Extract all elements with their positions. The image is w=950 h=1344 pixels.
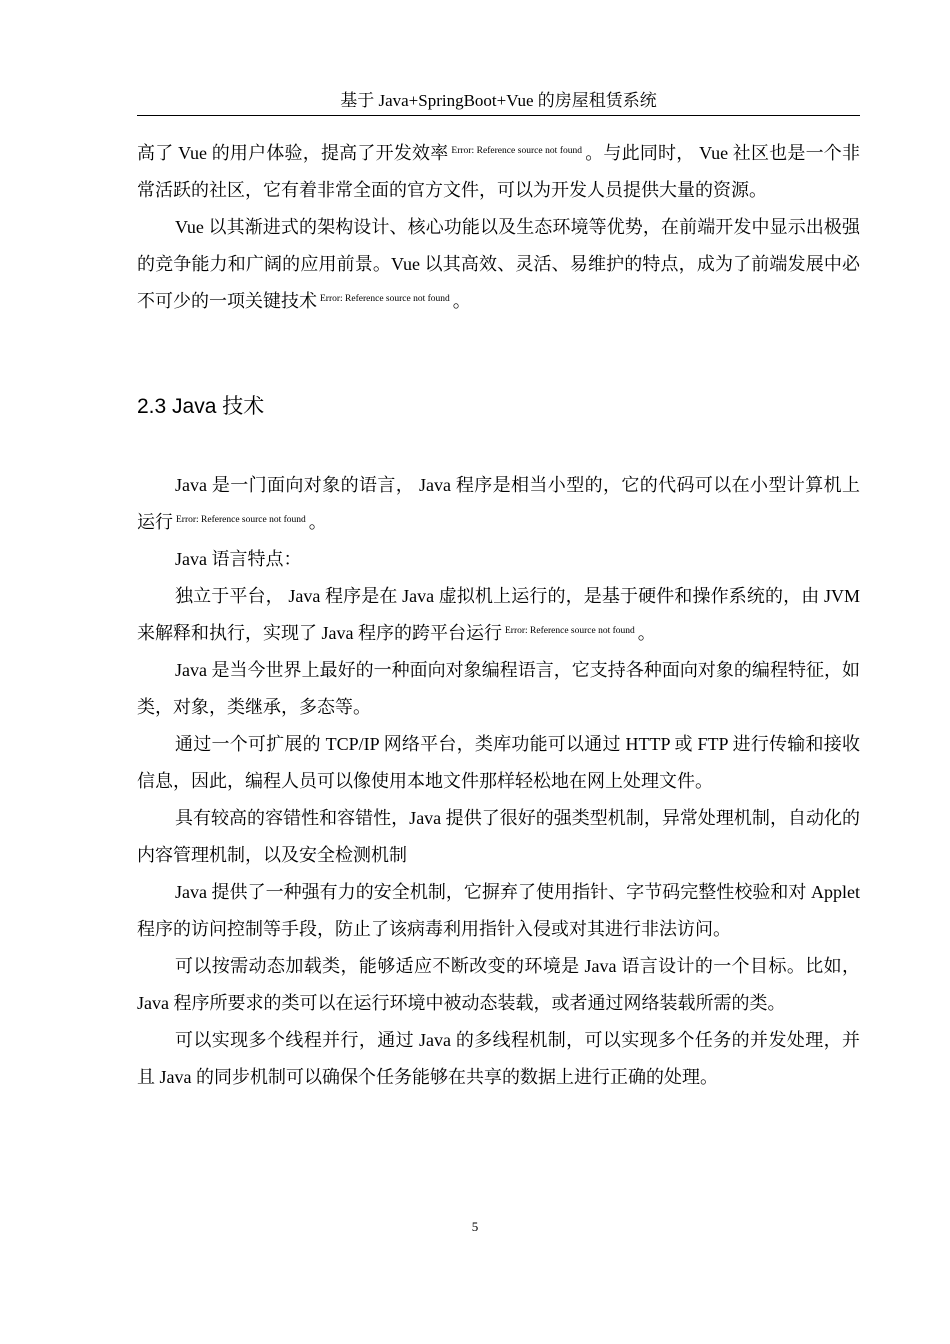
paragraph-text: 独立于平台， Java 程序是在 Java 虚拟机上运行的，是基于硬件和操作系统的，由 JVM 来解释和执行，实现了 Java 程序的跨平台运行 — [137, 586, 860, 643]
citation-error-marker: Error: Reference source not found — [320, 294, 450, 304]
intro-text-block — [137, 135, 860, 320]
citation-error-marker: Error: Reference source not found — [176, 515, 306, 525]
running-header: 基于 Java+SpringBoot+Vue 的房屋租赁系统 — [340, 91, 657, 110]
paragraph-text: 。 — [637, 623, 656, 643]
multithreading-paragraph: 可以实现多个线程并行，通过 Java 的多线程机制，可以实现多个任务的并发处理，并且 Java 的同步机制可以确保个任务能够在共享的数据上进行正确的处理。 — [137, 1030, 860, 1087]
platform-independence-paragraph — [137, 578, 860, 652]
page-number: 5 — [471, 1219, 479, 1234]
object-oriented-paragraph: Java 是当今世界上最好的一种面向对象编程语言，它支持各种面向对象的编程特征，如类，对象，类继承，多态等。 — [137, 660, 860, 717]
network-paragraph: 通过一个可扩展的 TCP/IP 网络平台，类库功能可以通过 HTTP 或 FTP 进行传输和接收信息，因此，编程人员可以像使用本地文件那样轻松地在网上处理文件。 — [137, 734, 860, 791]
citation-error-marker: Error: Reference source not found — [504, 626, 635, 636]
header-rule — [137, 115, 860, 116]
vue-summary-paragraph — [137, 209, 860, 320]
robustness-paragraph: 具有较高的容错性和容错性，Java 提供了很好的强类型机制，异常处理机制，自动化的内容管理机制，以及安全检测机制 — [137, 808, 860, 865]
java-text-block — [137, 467, 860, 1096]
dynamic-loading-paragraph: 可以按需动态加载类，能够适应不断改变的环境是 Java 语言设计的一个目标。比如， Java 程序所要求的类可以在运行环境中被动态装载，或者通过网络装载所需的类。 — [137, 956, 860, 1013]
paragraph-text: 。与此同时， Vue 社区也是一个非常活跃的社区，它有着非常全面的官方文件，可以为开发人员提供大量的资源。 — [137, 143, 861, 200]
citation-error-marker: Error: Reference source not found — [451, 146, 583, 156]
paragraph-text: 。 — [308, 512, 327, 532]
section-heading: 2.3 Java 技术 — [137, 395, 265, 418]
paragraph-text: 高了 Vue 的用户体验，提高了开发效率 — [137, 143, 449, 163]
paragraph-text: Vue 以其渐进式的架构设计、核心功能以及生态环境等优势，在前端开发中显示出极强的竞争能力和广阔的应用前景。Vue 以其高效、灵活、易维护的特点，成为了前端发展中必不可少的一项关键技术 — [137, 217, 860, 311]
java-features-label: Java 语言特点： — [175, 549, 302, 569]
vue-community-paragraph — [137, 135, 860, 209]
java-intro-paragraph — [137, 467, 860, 541]
security-paragraph: Java 提供了一种强有力的安全机制，它摒弃了使用指针、字节码完整性校验和对 Applet 程序的访问控制等手段，防止了该病毒利用指针入侵或对其进行非法访问。 — [137, 882, 860, 939]
paragraph-text: Java 是一门面向对象的语言， Java 程序是相当小型的，它的代码可以在小型计算机上运行 — [137, 475, 860, 532]
paragraph-text: 。 — [452, 291, 471, 311]
